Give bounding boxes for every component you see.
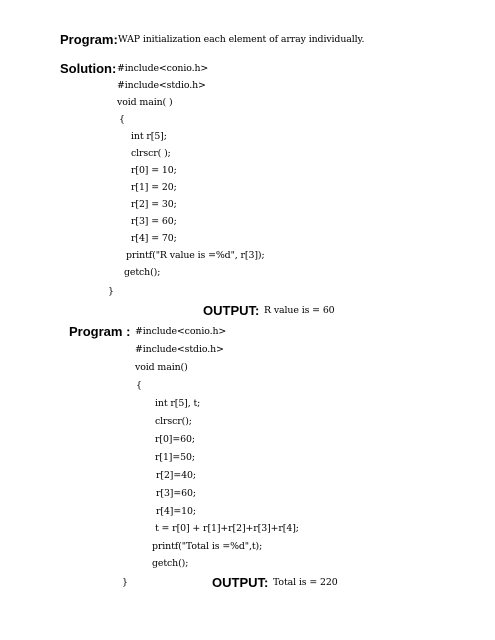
- code-line: getch();: [152, 558, 189, 569]
- code-line: #include<stdio.h>: [135, 344, 224, 355]
- code-line: r[4]=10;: [156, 506, 196, 517]
- program-title: WAP initialization each element of array individually.: [118, 34, 365, 45]
- solution-label: Solution:: [60, 61, 117, 76]
- code-line: #include<conio.h>: [117, 63, 209, 74]
- output-value: Total is = 220: [273, 577, 338, 588]
- code-line: clrscr();: [155, 416, 192, 427]
- output-value: R value is = 60: [264, 305, 335, 316]
- code-line: void main(): [135, 362, 188, 373]
- code-line: r[3]=60;: [156, 488, 196, 499]
- code-line: {: [136, 380, 142, 391]
- code-line: int r[5], t;: [155, 398, 201, 409]
- code-line: clrscr( );: [131, 148, 171, 159]
- code-line: r[3] = 60;: [131, 216, 177, 227]
- code-line: r[2] = 30;: [131, 199, 177, 210]
- code-line: void main( ): [117, 97, 173, 108]
- output-label: OUTPUT:: [203, 303, 260, 318]
- code-line: r[1]=50;: [155, 452, 195, 463]
- code-line: r[2]=40;: [156, 470, 196, 481]
- code-line: r[4] = 70;: [131, 233, 177, 244]
- code-line: r[0] = 10;: [131, 165, 177, 176]
- code-line: int r[5];: [131, 131, 167, 142]
- code-line: }: [122, 577, 128, 588]
- code-line: #include<conio.h>: [135, 326, 227, 337]
- output-label: OUTPUT:: [212, 575, 269, 590]
- program-label: Program:: [60, 32, 118, 47]
- code-line: t = r[0] + r[1]+r[2]+r[3]+r[4];: [155, 523, 299, 534]
- program-label: Program :: [69, 324, 131, 339]
- code-line: r[0]=60;: [155, 434, 195, 445]
- code-line: #include<stdio.h>: [117, 80, 206, 91]
- code-line: printf("Total is =%d",t);: [152, 541, 263, 552]
- code-line: }: [108, 286, 114, 297]
- code-line: r[1] = 20;: [131, 182, 177, 193]
- code-line: printf("R value is =%d", r[3]);: [126, 250, 265, 261]
- code-line: {: [119, 114, 125, 125]
- code-line: getch();: [124, 267, 161, 278]
